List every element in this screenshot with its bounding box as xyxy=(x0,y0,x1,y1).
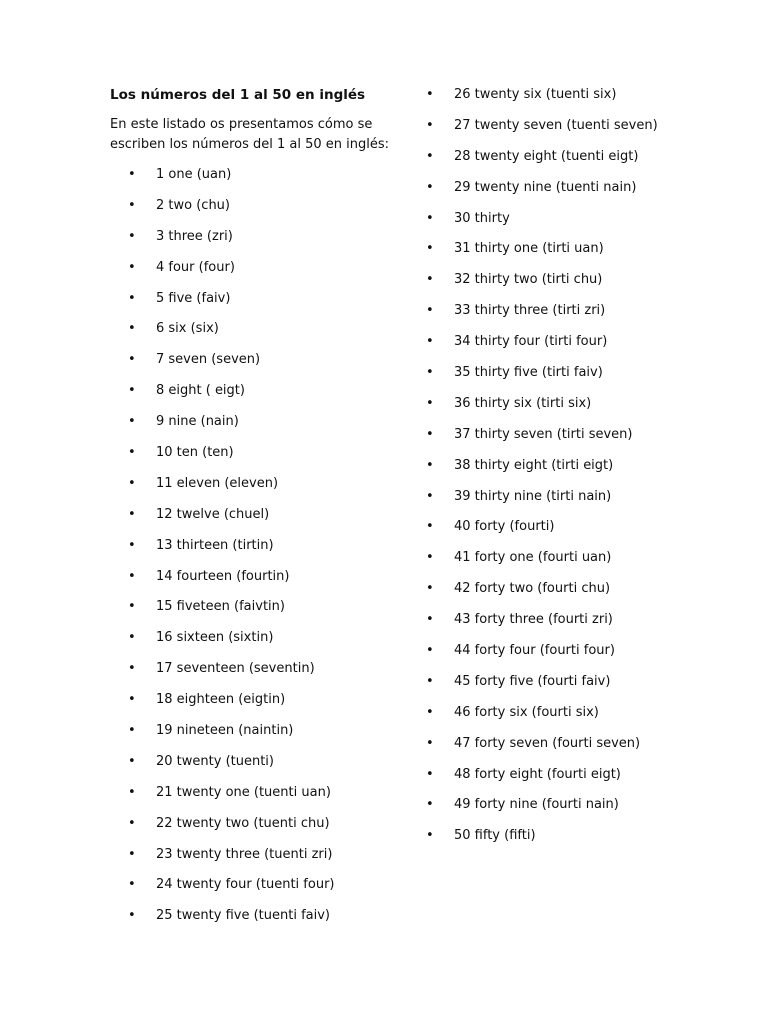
numbers-list-right xyxy=(426,84,658,856)
bullet-icon: • xyxy=(128,753,136,769)
bullet-icon: • xyxy=(128,568,136,584)
list-item-text: 25 twenty five (tuenti faiv) xyxy=(156,908,330,924)
list-item xyxy=(426,177,658,208)
list-item-text: 38 thirty eight (tirti eigt) xyxy=(454,457,614,473)
list-item-text: 26 twenty six (tuenti six) xyxy=(454,87,617,102)
list-item xyxy=(128,257,334,288)
list-item-text: 29 twenty nine (tuenti nain) xyxy=(454,179,637,195)
bullet-icon: • xyxy=(426,797,434,813)
bullet-icon: • xyxy=(426,612,434,628)
bullet-icon: • xyxy=(426,581,434,597)
list-item-text: 20 twenty (tuenti) xyxy=(156,753,274,769)
list-item-text: 43 forty three (fourti zri) xyxy=(454,612,613,628)
list-item-text: 50 fifty (fifti) xyxy=(454,828,536,844)
list-item xyxy=(128,380,334,411)
bullet-icon: • xyxy=(128,414,136,430)
list-item-text: 30 thirty xyxy=(454,210,510,226)
bullet-icon: • xyxy=(426,148,434,164)
list-item-text: 39 thirty nine (tirti nain) xyxy=(454,488,612,504)
list-item xyxy=(128,473,334,504)
list-item xyxy=(426,640,658,671)
list-item xyxy=(426,671,658,702)
list-item-text: 49 forty nine (fourti nain) xyxy=(454,797,619,813)
list-item-text: 31 thirty one (tirti uan) xyxy=(454,241,604,257)
list-item xyxy=(426,115,658,146)
list-item-text: 28 twenty eight (tuenti eigt) xyxy=(454,148,639,164)
list-item-text: 12 twelve (chuel) xyxy=(156,506,270,522)
list-item xyxy=(128,504,334,535)
list-item xyxy=(426,331,658,362)
list-item xyxy=(128,905,334,936)
list-item xyxy=(426,455,658,486)
intro-paragraph: En este listado os presentamos cómo se escriben los números del 1 al 50 en inglés: xyxy=(110,117,390,152)
list-item-text: 9 nine (nain) xyxy=(156,414,239,430)
list-item-text: 48 forty eight (fourti eigt) xyxy=(454,766,621,782)
bullet-icon: • xyxy=(128,475,136,491)
list-item xyxy=(128,318,334,349)
list-item-text: 18 eighteen (eigtin) xyxy=(156,692,286,708)
bullet-icon: • xyxy=(128,197,136,213)
list-item xyxy=(128,844,334,875)
bullet-icon: • xyxy=(426,117,434,133)
list-item-text: 40 forty (fourti) xyxy=(454,519,555,535)
bullet-icon: • xyxy=(128,784,136,800)
bullet-icon: • xyxy=(426,704,434,720)
bullet-icon: • xyxy=(426,735,434,751)
bullet-icon: • xyxy=(426,395,434,411)
list-item xyxy=(426,424,658,455)
list-item-text: 37 thirty seven (tirti seven) xyxy=(454,426,633,442)
list-item xyxy=(128,782,334,813)
bullet-icon: • xyxy=(426,519,434,535)
list-item xyxy=(128,535,334,566)
list-item-text: 2 two (chu) xyxy=(156,197,230,213)
bullet-icon: • xyxy=(128,630,136,646)
list-item xyxy=(128,596,334,627)
list-item-text: 34 thirty four (tirti four) xyxy=(454,334,608,350)
list-item xyxy=(426,794,658,825)
list-item xyxy=(128,195,334,226)
list-item xyxy=(128,689,334,720)
bullet-icon: • xyxy=(426,766,434,782)
list-item-text: 11 eleven (eleven) xyxy=(156,475,279,491)
bullet-icon: • xyxy=(128,321,136,337)
bullet-icon: • xyxy=(128,692,136,708)
list-item xyxy=(426,516,658,547)
bullet-icon: • xyxy=(426,673,434,689)
list-item xyxy=(426,300,658,331)
list-item xyxy=(426,609,658,640)
bullet-icon: • xyxy=(128,167,136,182)
list-item xyxy=(426,393,658,424)
list-item-text: 17 seventeen (seventin) xyxy=(156,661,315,677)
list-item-text: 24 twenty four (tuenti four) xyxy=(156,877,335,893)
bullet-icon: • xyxy=(128,723,136,739)
bullet-icon: • xyxy=(128,383,136,399)
list-item xyxy=(128,164,334,195)
list-item xyxy=(426,84,658,115)
list-item-text: 23 twenty three (tuenti zri) xyxy=(156,846,333,862)
list-item xyxy=(426,238,658,269)
bullet-icon: • xyxy=(128,506,136,522)
list-item-text: 45 forty five (fourti faiv) xyxy=(454,673,611,689)
list-item-text: 1 one (uan) xyxy=(156,167,232,182)
list-item xyxy=(128,288,334,319)
list-item-text: 5 five (faiv) xyxy=(156,290,231,306)
list-item-text: 4 four (four) xyxy=(156,259,235,275)
list-item xyxy=(426,578,658,609)
list-item xyxy=(426,269,658,300)
list-item xyxy=(426,208,658,239)
list-item xyxy=(426,764,658,795)
list-item-text: 14 fourteen (fourtin) xyxy=(156,568,290,584)
bullet-icon: • xyxy=(128,908,136,924)
list-item-text: 7 seven (seven) xyxy=(156,352,261,368)
bullet-icon: • xyxy=(128,290,136,306)
list-item-text: 42 forty two (fourti chu) xyxy=(454,581,611,597)
bullet-icon: • xyxy=(426,550,434,566)
list-item xyxy=(128,442,334,473)
list-item-text: 19 nineteen (naintin) xyxy=(156,723,294,739)
bullet-icon: • xyxy=(426,272,434,288)
list-item xyxy=(128,226,334,257)
list-item-text: 6 six (six) xyxy=(156,321,219,337)
list-item xyxy=(128,720,334,751)
list-item-text: 36 thirty six (tirti six) xyxy=(454,395,592,411)
bullet-icon: • xyxy=(128,877,136,893)
list-item-text: 44 forty four (fourti four) xyxy=(454,643,615,659)
list-item-text: 3 three (zri) xyxy=(156,228,233,244)
list-item-text: 46 forty six (fourti six) xyxy=(454,704,599,720)
bullet-icon: • xyxy=(128,815,136,831)
list-item xyxy=(128,566,334,597)
list-item-text: 16 sixteen (sixtin) xyxy=(156,630,274,646)
bullet-icon: • xyxy=(426,210,434,226)
list-item-text: 32 thirty two (tirti chu) xyxy=(454,272,603,288)
bullet-icon: • xyxy=(426,426,434,442)
list-item xyxy=(128,874,334,905)
bullet-icon: • xyxy=(426,457,434,473)
list-item xyxy=(426,702,658,733)
bullet-icon: • xyxy=(426,643,434,659)
list-item-text: 8 eight ( eigt) xyxy=(156,383,245,399)
list-item xyxy=(128,627,334,658)
list-item xyxy=(128,658,334,689)
list-item xyxy=(128,813,334,844)
list-item-text: 35 thirty five (tirti faiv) xyxy=(454,365,603,381)
bullet-icon: • xyxy=(426,87,434,102)
bullet-icon: • xyxy=(128,445,136,461)
bullet-icon: • xyxy=(128,228,136,244)
bullet-icon: • xyxy=(426,241,434,257)
list-item xyxy=(426,146,658,177)
bullet-icon: • xyxy=(128,599,136,615)
bullet-icon: • xyxy=(128,259,136,275)
list-item xyxy=(128,411,334,442)
bullet-icon: • xyxy=(426,365,434,381)
list-item xyxy=(426,362,658,393)
list-item-text: 33 thirty three (tirti zri) xyxy=(454,303,606,319)
list-item-text: 21 twenty one (tuenti uan) xyxy=(156,784,331,800)
bullet-icon: • xyxy=(426,334,434,350)
list-item-text: 15 fiveteen (faivtin) xyxy=(156,599,285,615)
list-item xyxy=(128,349,334,380)
bullet-icon: • xyxy=(128,537,136,553)
list-item xyxy=(426,825,658,856)
bullet-icon: • xyxy=(426,828,434,844)
bullet-icon: • xyxy=(128,846,136,862)
bullet-icon: • xyxy=(426,488,434,504)
list-item xyxy=(128,751,334,782)
list-item-text: 22 twenty two (tuenti chu) xyxy=(156,815,330,831)
list-item-text: 13 thirteen (tirtin) xyxy=(156,537,274,553)
bullet-icon: • xyxy=(426,179,434,195)
list-item-text: 41 forty one (fourti uan) xyxy=(454,550,612,566)
list-item-text: 47 forty seven (fourti seven) xyxy=(454,735,641,751)
list-item xyxy=(426,547,658,578)
bullet-icon: • xyxy=(128,352,136,368)
list-item-text: 27 twenty seven (tuenti seven) xyxy=(454,117,658,133)
bullet-icon: • xyxy=(426,303,434,319)
document-title: Los números del 1 al 50 en inglés xyxy=(110,87,366,103)
numbers-list-left xyxy=(128,164,334,936)
list-item-text: 10 ten (ten) xyxy=(156,445,234,461)
list-item xyxy=(426,733,658,764)
list-item xyxy=(426,486,658,517)
bullet-icon: • xyxy=(128,661,136,677)
